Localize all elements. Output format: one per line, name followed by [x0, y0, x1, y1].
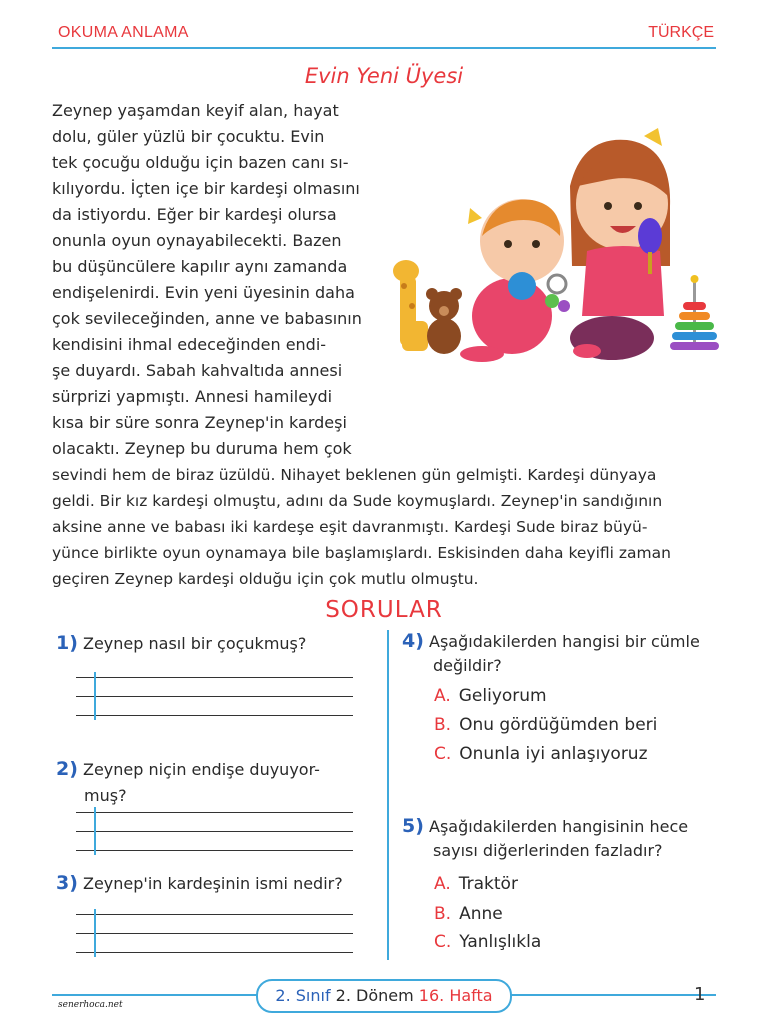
story-title: Evin Yeni Üyesi: [304, 64, 464, 88]
page-number: 1: [694, 984, 706, 1005]
option-b: B. Anne: [434, 904, 503, 924]
story-line: kendisini ihmal edeceğinden endi-: [52, 335, 327, 354]
question-number: 4): [402, 630, 424, 652]
question-text: Zeynep nasıl bir çoçukmuş?: [83, 634, 307, 653]
option-a: A. Geliyorum: [434, 686, 547, 706]
story-line: kısa bir süre sonra Zeynep'in kardeşi: [52, 413, 347, 432]
question-5: [402, 815, 688, 839]
question-3: [56, 872, 343, 896]
story-line: endişelenirdi. Evin yeni üyesinin daha: [52, 283, 355, 302]
questions-heading: SORULAR: [325, 597, 443, 623]
answer-line: [76, 850, 353, 851]
header-course-label: TÜRKÇE: [648, 24, 714, 41]
story-line: olacaktı. Zeynep bu duruma hem çok: [52, 439, 352, 458]
story-line: dolu, güler yüzlü bir çocuktu. Evin: [52, 127, 325, 146]
answer-line: [76, 812, 353, 813]
header-subject-label: OKUMA ANLAMA: [58, 24, 189, 41]
story-line: bu düşüncülere kapılır aynı zamanda: [52, 257, 348, 276]
answer-margin: [94, 807, 96, 855]
question-2: [56, 758, 320, 782]
story-line: kılıyordu. İçten içe bir kardeşi olmasını: [52, 179, 360, 198]
answer-line: [76, 677, 353, 678]
story-line: tek çocuğu olduğu için bazen canı sı-: [52, 153, 349, 172]
question-text: Zeynep'in kardeşinin ismi nedir?: [83, 874, 343, 893]
stacking-rings-toy-icon: [670, 275, 719, 350]
story-line: çok sevileceğinden, anne ve babasının: [52, 309, 362, 328]
story-line: geçiren Zeynep kardeşi olduğu için çok mutlu olmuştu.: [52, 570, 479, 588]
question-text-cont: muş?: [84, 786, 127, 805]
story-line: yünce birlikte oyun oynamaya bile başlamışlardı. Eskisinden daha keyifli zaman: [52, 544, 671, 562]
answer-margin: [94, 909, 96, 957]
story-line: onunla oyun oynayabilecekti. Bazen: [52, 231, 342, 250]
children-playing-illustration: [382, 126, 722, 376]
answer-line: [76, 952, 353, 953]
question-number: 5): [402, 815, 424, 837]
option-c: C. Yanlışlıkla: [434, 932, 542, 952]
story-line: da istiyordu. Eğer bir kardeşi olursa: [52, 205, 337, 224]
option-a: A. Traktör: [434, 874, 518, 894]
question-number: 1): [56, 632, 78, 654]
answer-line: [76, 696, 353, 697]
story-line: şe duyardı. Sabah kahvaltıda annesi: [52, 361, 343, 380]
girl-icon: [570, 128, 670, 360]
teddy-bear-icon: [426, 288, 462, 354]
question-text-cont: sayısı diğerlerinden fazladır?: [433, 841, 663, 860]
header-divider: [52, 47, 716, 49]
story-line: aksine anne ve babası iki kardeşe eşit davranmıştı. Kardeşi Sude biraz büyü-: [52, 518, 648, 536]
answer-margin: [94, 672, 96, 720]
teether-toy-icon: [545, 275, 570, 312]
column-divider: [387, 630, 389, 960]
grade-week-badge: 2. Sınıf 2. Dönem 16. Hafta: [256, 979, 512, 1013]
question-number: 2): [56, 758, 78, 780]
option-b: B. Onu gördüğümden beri: [434, 715, 658, 735]
answer-line: [76, 715, 353, 716]
story-line: sürprizi yapmıştı. Annesi hamileydi: [52, 387, 333, 406]
question-text: Aşağıdakilerden hangisinin hece: [429, 817, 689, 836]
giraffe-toy-icon: [393, 260, 428, 351]
question-number: 3): [56, 872, 78, 894]
answer-line: [76, 914, 353, 915]
question-text: Aşağıdakilerden hangisi bir cümle: [429, 632, 700, 651]
story-line: geldi. Bir kız kardeşi olmuştu, adını da Sude koymuşlardı. Zeynep'in sandığının: [52, 492, 663, 510]
story-line: Zeynep yaşamdan keyif alan, hayat: [52, 101, 339, 120]
site-watermark: senerhoca.net: [58, 1000, 123, 1010]
question-1: [56, 632, 306, 656]
question-text: Zeynep niçin endişe duyuyor-: [83, 760, 320, 779]
option-c: C. Onunla iyi anlaşıyoruz: [434, 744, 648, 764]
answer-line: [76, 831, 353, 832]
question-4: [402, 630, 700, 654]
question-text-cont: değildir?: [433, 656, 502, 675]
story-line: sevindi hem de biraz üzüldü. Nihayet beklenen gün gelmişti. Kardeşi dünyaya: [52, 466, 657, 484]
answer-line: [76, 933, 353, 934]
